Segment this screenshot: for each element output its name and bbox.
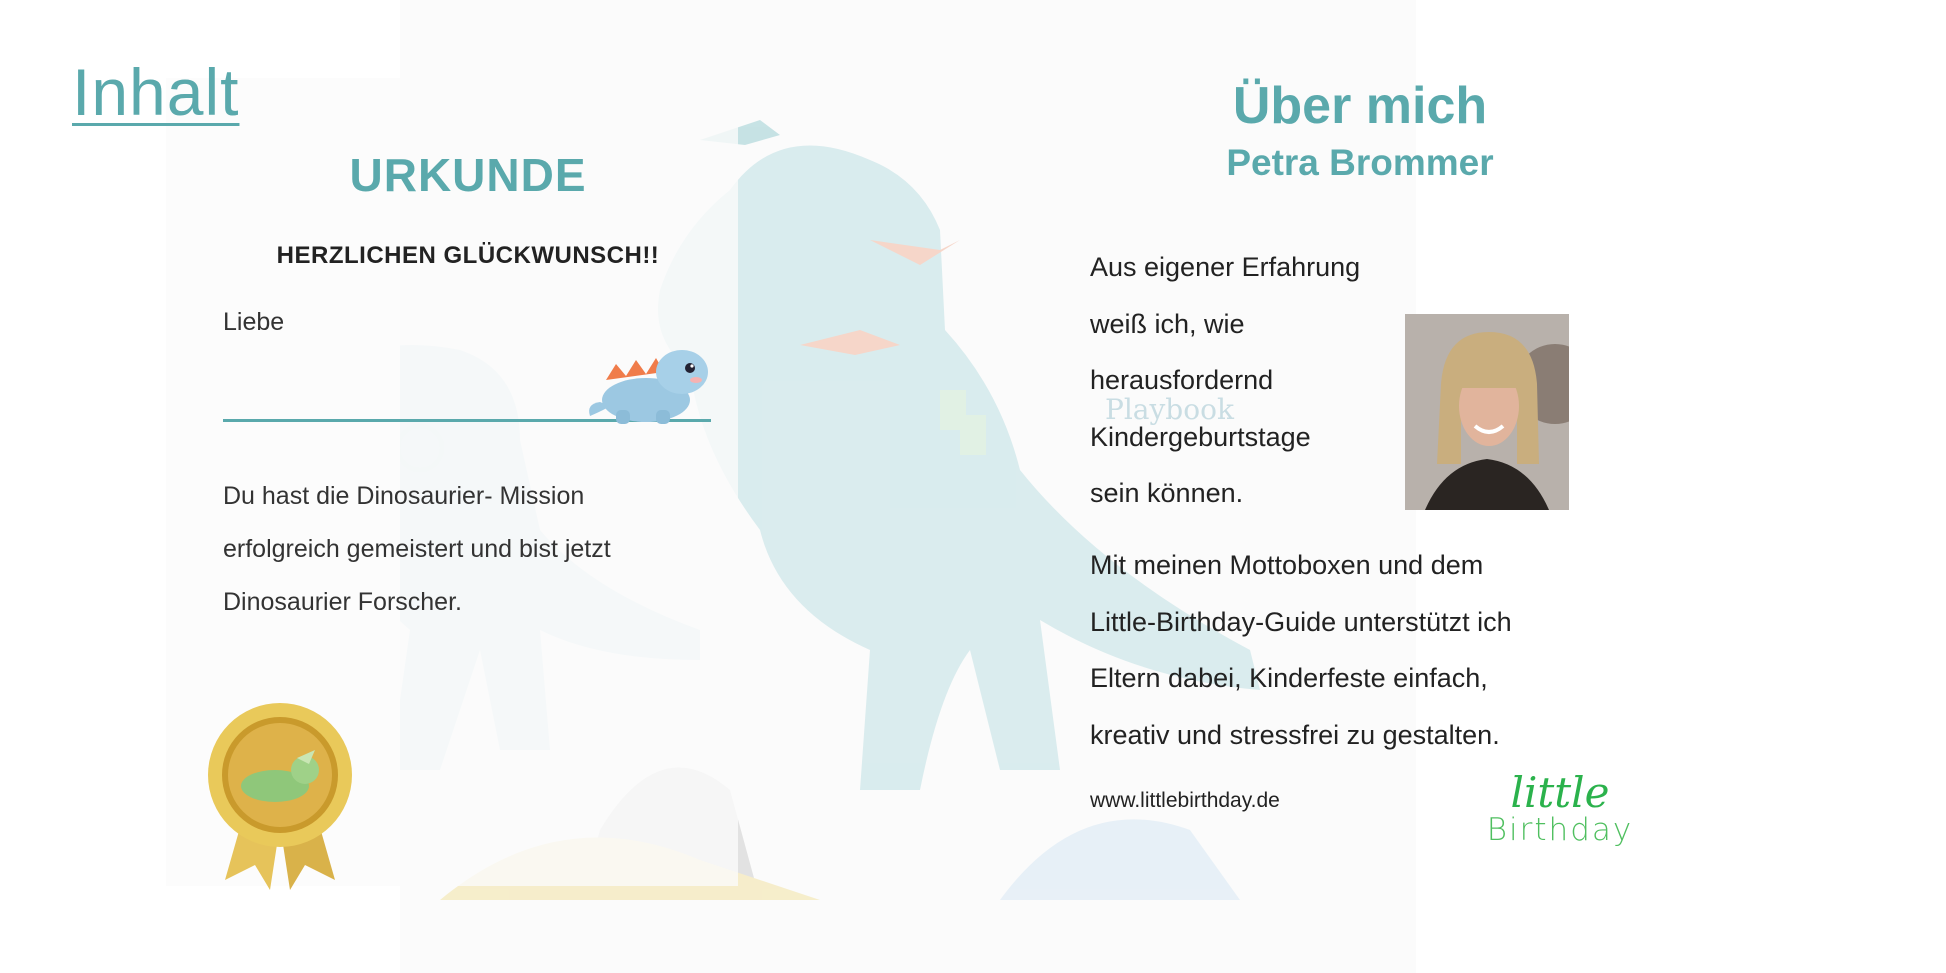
about-intro-line: Kindergeburtstage: [1090, 421, 1311, 452]
certificate-salutation: Liebe: [223, 308, 285, 336]
about-body-line: Little-Birthday-Guide unterstützt ich: [1090, 606, 1512, 637]
about-intro-line: herausfordernd: [1090, 365, 1274, 395]
about-name: Petra Brommer: [1226, 142, 1494, 183]
contents-link[interactable]: Inhalt: [72, 55, 240, 129]
portrait-photo: [1405, 314, 1569, 510]
about-intro-line: Aus eigener Erfahrung: [1090, 252, 1361, 282]
certificate-body-line: erfolgreich gemeistert und bist jetzt: [223, 535, 611, 563]
playbook-watermark: Playbook: [1105, 393, 1234, 426]
website-link[interactable]: www.littlebirthday.de: [1090, 789, 1280, 812]
certificate-body-line: Dinosaurier Forscher.: [223, 588, 462, 616]
certificate-body-line: Du hast die Dinosaurier- Mission: [223, 482, 585, 510]
little-birthday-logo: [1470, 768, 1650, 848]
certificate-body: [223, 470, 723, 629]
about-body-line: kreativ und stressfrei zu gestalten.: [1090, 719, 1500, 750]
logo-text-little: little: [1510, 768, 1610, 817]
about-body-line: Mit meinen Mottoboxen und dem: [1090, 550, 1484, 580]
dinosaur-icon: [586, 330, 712, 426]
about-title: Über mich: [1232, 77, 1488, 135]
certificate-congrats: HERZLICHEN GLÜCKWUNSCH!!: [276, 242, 660, 269]
about-body: [1090, 537, 1650, 763]
about-body-line: Eltern dabei, Kinderfeste einfach,: [1090, 663, 1488, 693]
logo-text-birthday: Birthday: [1486, 812, 1634, 848]
about-intro-line: sein können.: [1090, 478, 1244, 508]
about-intro: [1090, 239, 1360, 522]
about-intro-line: weiß ich, wie: [1090, 308, 1245, 339]
portrait-photo-illustration: [1405, 314, 1569, 510]
certificate-title: URKUNDE: [349, 149, 587, 201]
medal-icon: [205, 700, 355, 890]
